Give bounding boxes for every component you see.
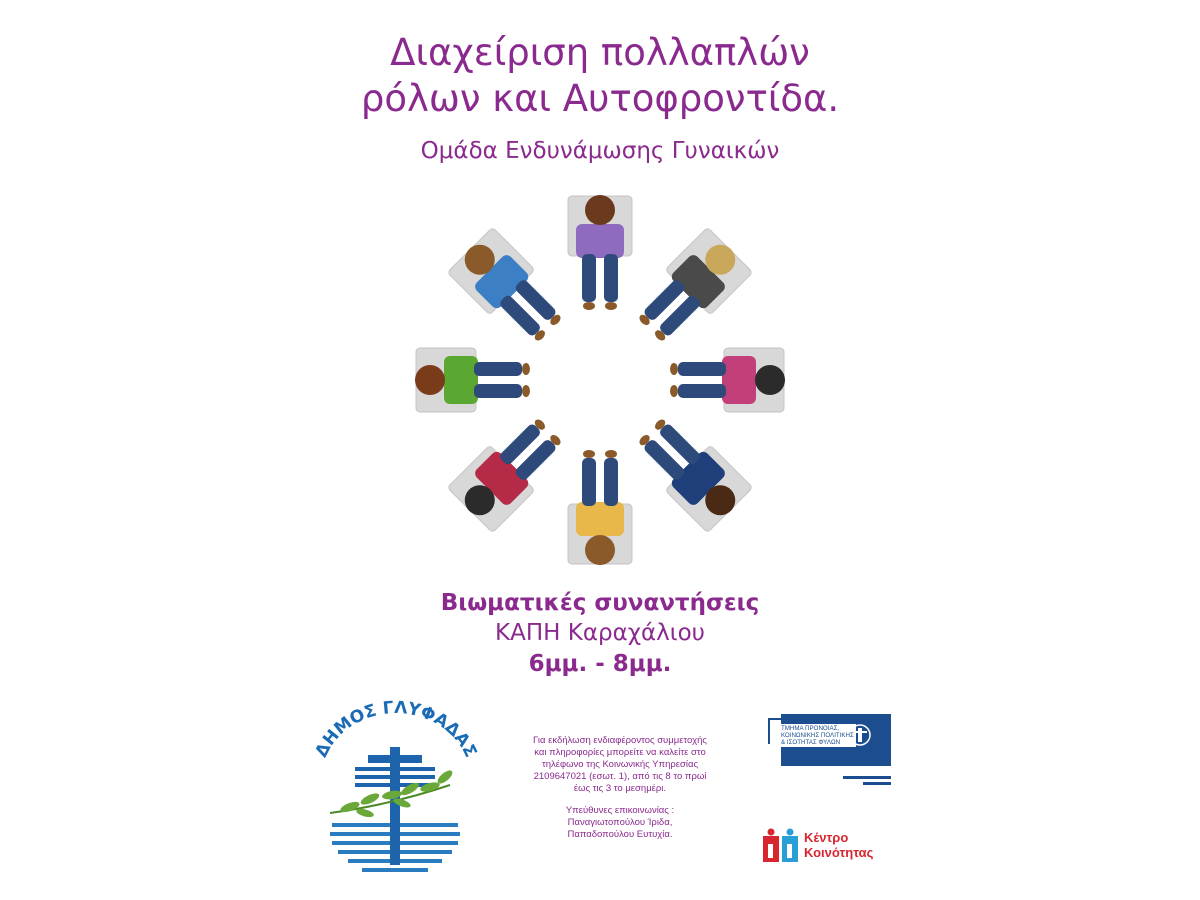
glyfada-municipality-logo bbox=[310, 695, 480, 885]
seated-person bbox=[415, 348, 530, 412]
municipality-name: ΔΗΜΟΣ ΓΛΥΦΑΔΑΣ bbox=[311, 697, 480, 761]
event-time: 6μμ. - 8μμ. bbox=[528, 651, 672, 677]
title-line-1: Διαχείριση πολλαπλών bbox=[390, 31, 810, 74]
seated-person bbox=[568, 450, 632, 565]
responsible-line-2: Παναγιωτοπούλου Ίριδα, bbox=[567, 817, 673, 828]
contact-line-1: Για εκδήλωση ενδιαφέροντος συμμετοχής bbox=[533, 735, 707, 746]
responsible-line-3: Παπαδοπούλου Ευτυχία. bbox=[567, 829, 673, 840]
event-type: Βιωματικές συναντήσεις bbox=[440, 590, 760, 616]
seated-person bbox=[627, 407, 754, 534]
circle-of-women-illustration bbox=[390, 195, 810, 575]
contact-info bbox=[510, 735, 730, 851]
community-center-icon bbox=[762, 828, 802, 864]
event-info bbox=[0, 588, 1200, 680]
seated-person bbox=[447, 407, 574, 534]
event-location: ΚΑΠΗ Καραχάλιου bbox=[495, 620, 705, 646]
contact-line-5: έως τις 3 το μεσημέρι. bbox=[573, 783, 667, 794]
seated-person bbox=[627, 227, 754, 354]
contact-line-4: 2109647021 (εσωτ. 1), από τις 8 το πρωί bbox=[533, 771, 707, 782]
contact-line-2: και πληροφορίες μπορείτε να καλείτε στο bbox=[534, 747, 706, 758]
seated-person bbox=[447, 227, 574, 354]
poster-title bbox=[0, 30, 1200, 122]
responsible-line-1: Υπεύθυνες επικοινωνίας : bbox=[565, 805, 675, 816]
dept-name: ΤΜΗΜΑ ΠΡΟΝΟΙΑΣ, ΚΟΙΝΩΝΙΚΗΣ ΠΟΛΙΤΙΚΗΣ & ΙΣΟΤΗΤΑΣ ΦΥΛΩΝ bbox=[781, 725, 854, 746]
poster-subtitle: Ομάδα Ενδυνάμωσης Γυναικών bbox=[420, 138, 780, 164]
seated-person bbox=[670, 348, 785, 412]
seated-person bbox=[568, 195, 632, 310]
community-center-logo bbox=[762, 828, 902, 868]
title-line-2: ρόλων και Αυτοφροντίδα. bbox=[360, 77, 840, 120]
community-center-name: Κέντρο Κοινότητας bbox=[804, 830, 874, 860]
contact-line-3: τηλέφωνο της Κοινωνικής Υπηρεσίας bbox=[541, 759, 699, 770]
welfare-department-logo bbox=[763, 714, 893, 789]
